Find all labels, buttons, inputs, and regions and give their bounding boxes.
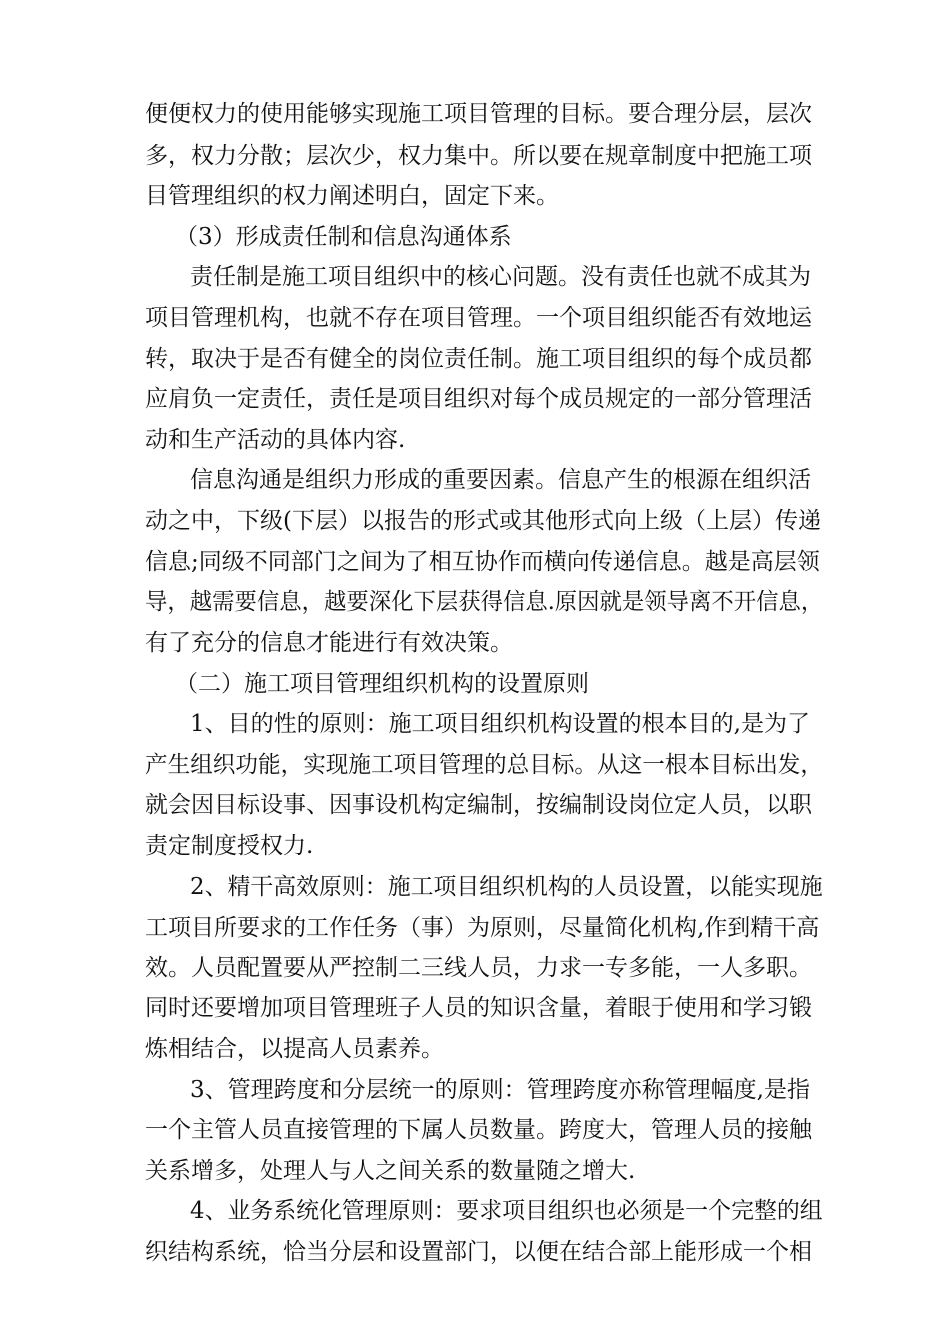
text-line: 1、目的性的原则：施工项目组织机构设置的根本目的,是为了 xyxy=(190,711,810,737)
text-line: 一个主管人员直接管理的下属人员数量。跨度大，管理人员的接触 xyxy=(145,1117,812,1143)
text-line: 产生组织功能，实现施工项目管理的总目标。从这一根本目标出发， xyxy=(145,752,823,778)
text-line: 就会因目标设事、因事设机构定编制，按编制设岗位定人员，以职 xyxy=(145,792,812,818)
text-line: 炼相结合，以提高人员素养。 xyxy=(145,1036,444,1062)
text-line: 工项目所要求的工作任务（事）为原则，尽量简化机构,作到精干高 xyxy=(145,915,820,941)
text-line: 导，越需要信息，越要深化下层获得信息.原因就是领导离不开信息， xyxy=(145,589,824,615)
text-line: 3、管理跨度和分层统一的原则：管理跨度亦称管理幅度,是指 xyxy=(190,1077,810,1103)
text-line: 信息沟通是组织力形成的重要因素。信息产生的根源在组织活 xyxy=(190,467,811,493)
text-line: 效。人员配置要从严控制二三线人员，力求一专多能，一人多职。 xyxy=(145,955,812,981)
text-line: 便便权力的使用能够实现施工项目管理的目标。要合理分层，层次 xyxy=(145,101,812,127)
text-line: 项目管理机构，也就不存在项目管理。一个项目组织能否有效地运 xyxy=(145,305,812,331)
text-line: 责定制度授权力. xyxy=(145,833,314,859)
text-line: 多，权力分散；层次少，权力集中。所以要在规章制度中把施工项 xyxy=(145,143,812,169)
text-line: 责任制是施工项目组织中的核心问题。没有责任也就不成其为 xyxy=(190,264,811,290)
text-line: 信息;同级不同部门之间为了相互协作而横向传递信息。越是高层领 xyxy=(145,549,820,575)
text-line: 应肩负一定责任，责任是项目组织对每个成员规定的一部分管理活 xyxy=(145,386,812,412)
text-line: 动之中，下级(下层）以报告的形式或其他形式向上级（上层）传递 xyxy=(145,508,821,534)
text-line: 2、精干高效原则：施工项目组织机构的人员设置，以能实现施 xyxy=(190,874,823,900)
text-line: 目管理组织的权力阐述明白，固定下来。 xyxy=(145,183,559,209)
text-line: 转，取决于是否有健全的岗位责任制。施工项目组织的每个成员都 xyxy=(145,346,812,372)
text-line: 织结构系统，恰当分层和设置部门，以便在结合部上能形成一个相 xyxy=(145,1239,812,1265)
text-line: 有了充分的信息才能进行有效决策。 xyxy=(145,630,513,656)
text-line: 4、业务系统化管理原则：要求项目组织也必须是一个完整的组 xyxy=(190,1198,823,1224)
section-heading: （二）施工项目管理组织机构的设置原则 xyxy=(175,671,589,697)
text-line: 同时还要增加项目管理班子人员的知识含量，着眼于使用和学习锻 xyxy=(145,995,812,1021)
text-line: 动和生产活动的具体内容. xyxy=(145,427,406,453)
section-heading: （3）形成责任制和信息沟通体系 xyxy=(175,224,512,250)
text-line: 关系增多，处理人与人之间关系的数量随之增大. xyxy=(145,1158,636,1184)
